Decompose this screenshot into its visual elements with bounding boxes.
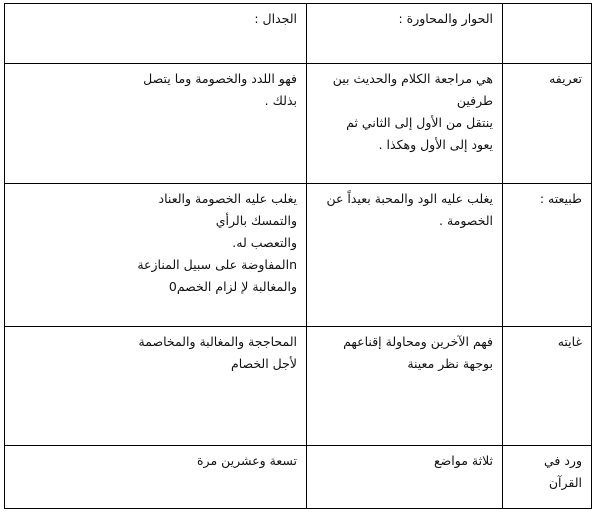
header-row bbox=[5, 4, 592, 64]
comparison-table bbox=[4, 3, 592, 509]
row-label-cell bbox=[503, 184, 592, 327]
dialogue-line: طرفين bbox=[456, 93, 493, 108]
row-label: غايته bbox=[557, 334, 582, 349]
table-row-quran bbox=[5, 446, 592, 509]
debate-line: تسعة وعشرين مرة bbox=[197, 453, 297, 468]
debate-line: المحاججة والمغالبة والمخاصمة bbox=[138, 334, 297, 349]
row-label: القرآن bbox=[548, 475, 582, 490]
debate-cell bbox=[5, 446, 307, 509]
dialogue-cell bbox=[307, 446, 503, 509]
debate-cell bbox=[5, 327, 307, 446]
debate-line: فهو اللدد والخصومة وما يتصل bbox=[143, 71, 297, 86]
header-debate-text: الجدال : bbox=[254, 11, 297, 26]
dialogue-line: بوجهة نظر معينة bbox=[407, 356, 493, 371]
dialogue-line: فهم الآخرين ومحاولة إقناعهم bbox=[343, 334, 493, 349]
row-label-cell bbox=[503, 64, 592, 184]
table-row-nature bbox=[5, 184, 592, 327]
table-row-goal bbox=[5, 327, 592, 446]
dialogue-line: هي مراجعة الكلام والحديث بين bbox=[332, 71, 493, 86]
table-row-definition bbox=[5, 64, 592, 184]
debate-line: والمغالبة لإ لزام الخصم0 bbox=[168, 279, 297, 294]
row-label: طبيعته : bbox=[539, 191, 582, 206]
debate-line: بذلك . bbox=[264, 93, 297, 108]
debate-cell bbox=[5, 184, 307, 327]
dialogue-line: ينتقل من الأول إلى الثاني ثم bbox=[346, 115, 493, 130]
debate-line: nالمفاوضة على سبيل المنازعة bbox=[137, 257, 297, 272]
dialogue-cell bbox=[307, 64, 503, 184]
dialogue-line: يعود إلى الأول وهكذا . bbox=[378, 137, 493, 152]
row-label-cell bbox=[503, 327, 592, 446]
dialogue-cell bbox=[307, 184, 503, 327]
header-cell-dialogue bbox=[307, 4, 503, 64]
dialogue-line: يغلب عليه الود والمحبة بعيداً عن bbox=[326, 191, 493, 206]
dialogue-line: ثلاثة مواضع bbox=[434, 453, 493, 468]
row-label: ورد في bbox=[543, 453, 582, 468]
header-cell-debate bbox=[5, 4, 307, 64]
row-label-cell bbox=[503, 446, 592, 509]
header-cell-label bbox=[503, 4, 592, 64]
debate-line: والتعصب له. bbox=[232, 235, 297, 250]
debate-line: والتمسك بالرأي bbox=[215, 213, 297, 228]
header-dialogue-text: الحوار والمحاورة : bbox=[398, 11, 493, 26]
debate-line: يغلب عليه الخصومة والعناد bbox=[158, 191, 297, 206]
dialogue-cell bbox=[307, 327, 503, 446]
row-label: تعريفه bbox=[549, 71, 582, 86]
debate-cell bbox=[5, 64, 307, 184]
debate-line: لأجل الخصام bbox=[230, 356, 297, 371]
dialogue-line: الخصومة . bbox=[439, 213, 493, 228]
